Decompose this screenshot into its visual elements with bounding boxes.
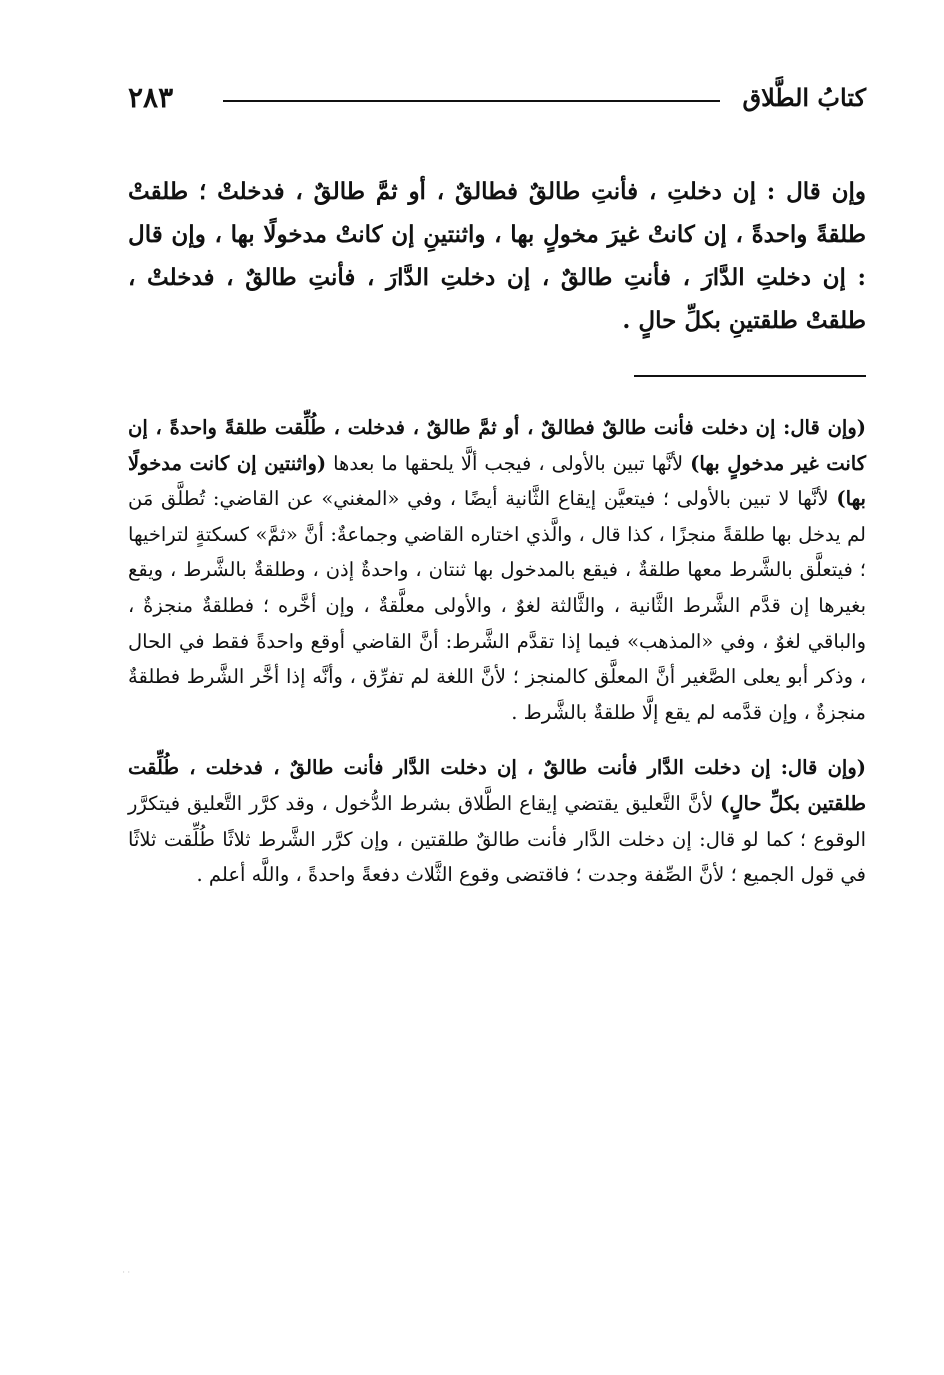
- page-number: ٢٨٣: [128, 80, 174, 114]
- commentary-paragraph-2: [128, 750, 866, 892]
- quoted-text: (وإن قال: إن دخلت الدَّار فأنت طالقٌ ، إن دخلت الدَّار فأنت طالقٌ ، فدخلت ، طُلِّقت طلقتين بكلِّ حالٍ): [128, 756, 867, 815]
- commentary-text: لأنَّها لا تبين بالأولى ؛ فيتعيَّن إيقاع الثَّانية أيضًا ، وفي «المغني» عن القاضي: تُطلَّق مَن لم يدخل بها طلقةً منجزًا ، كذا قال ، والَّذي اختاره القاضي وجماعةٌ: أنَّ «ثمَّ» كسكتةٍ لتراخيها ؛ فيتعلَّق بالشَّرط معها طلقةٌ ، فيقع بالمدخول بها ثنتان ، واحدةٌ إذن ، وطلقةٌ بالشَّرط ، ويقع بغيرها إن قدَّم الشَّرط الثَّانية ، والثَّالثة لغوٌ ، والأولى معلَّقةٌ ، وإن أخَّره ؛ فطلقةٌ منجزةٌ ، والباقي لغوٌ ، وفي «المذهب» فيما إذا تقدَّم الشَّرط: أنَّ القاضي أوقع واحدةً فقط في الحال ، وذكر أبو يعلى الصَّغير أنَّ المعلَّق كالمنجز ؛ لأنَّ اللغة لم تفرِّق ، وأنَّه إذا أخَّر الشَّرط فطلقةٌ منجزةٌ ، وإن قدَّمه لم يقع إلَّا طلقةٌ بالشَّرط .: [128, 487, 866, 724]
- commentary-text: لأنَّ التَّعليق يقتضي إيقاع الطَّلاق بشرط الدُّخول ، وقد كرَّر التَّعليق فيتكرَّر الوقوع ؛ كما لو قال: إن دخلت الدَّار فأنت طالقٌ طلقتين ، وإن كرَّر الشَّرط ثلاثًا طُلِّقت ثلاثًا في قول الجميع ؛ لأنَّ الصِّفة وجدت ؛ فاقتضى وقوع الثَّلاث دفعةً واحدةً ، واللَّه أعلم .: [128, 791, 866, 887]
- commentary-text: لأنَّها تبين بالأولى ، فيجب ألَّا يلحقها ما بعدها: [326, 451, 691, 475]
- main-text: وإن قال : إن دخلتِ ، فأنتِ طالقٌ فطالقٌ ، أو ثمَّ طالقٌ ، فدخلتْ ؛ طلقتْ طلقةً واحدةً ، إن كانتْ غيرَ مخولٍ بها ، واثنتينِ إن كانتْ مدخولًا بها ، وإن قال : إن دخلتِ الدَّارَ ، فأنتِ طالقٌ ، إن دخلتِ الدَّارَ ، فأنتِ طالقٌ ، فدخلتْ ، طلقتْ طلقتينِ بكلِّ حالٍ .: [128, 178, 866, 334]
- separator-rule: [634, 375, 866, 377]
- header-rule: [223, 100, 720, 102]
- quoted-text: (واثنتين إن كانت مدخولًا بها): [128, 451, 866, 511]
- scan-speck: · ·: [122, 1268, 130, 1277]
- commentary: [128, 410, 866, 913]
- running-title: كتابُ الطَّلاق: [742, 82, 866, 112]
- page-header: [128, 72, 866, 122]
- quoted-text: (وإن قال: إن دخلت فأنت طالقٌ فطالقٌ ، أو ثمَّ طالقٌ ، فدخلت ، طُلِّقت طلقةً واحدةً ، إن كانت غير مدخولٍ بها): [128, 416, 866, 475]
- commentary-paragraph-1: [128, 410, 866, 730]
